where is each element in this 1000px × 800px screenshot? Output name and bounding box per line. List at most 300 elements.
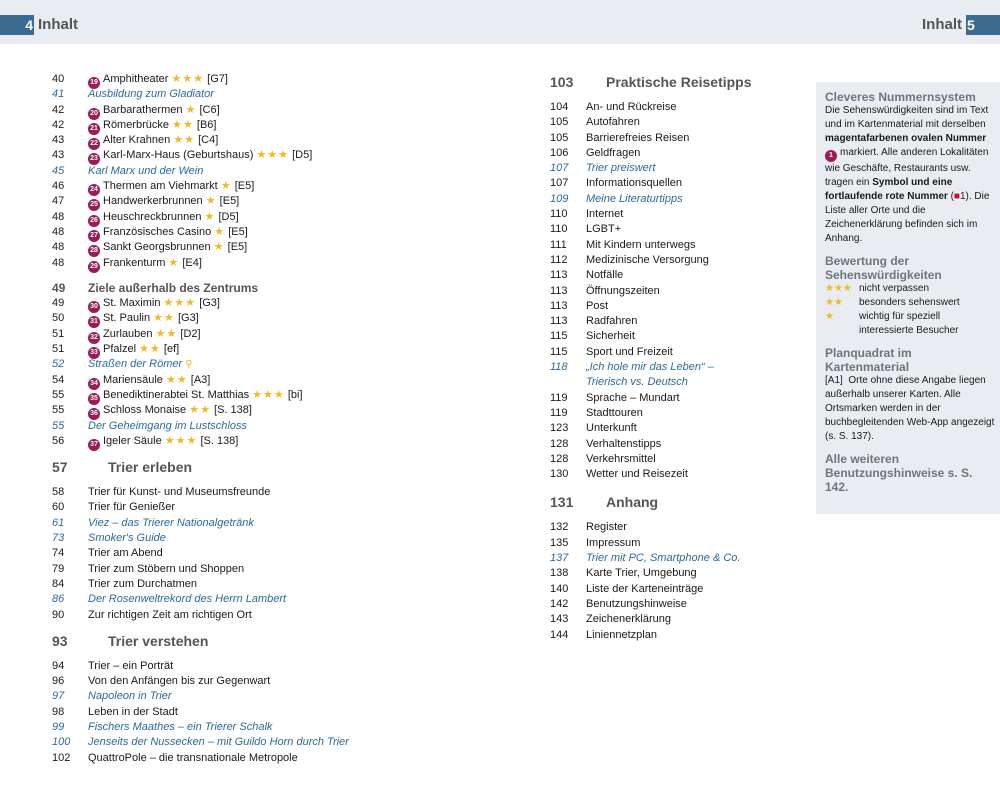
toc-entry[interactable]	[52, 705, 382, 720]
star-rating-icon: ★★★	[252, 388, 285, 401]
toc-entry-text	[586, 176, 682, 191]
sidebar-numbering-text: Die Sehenswürdigkeiten sind im Text und im Kartenmaterial mit derselben magentafarbenen ovalen Nummer 1 markiert. Alle anderen Lokalitäten wie Geschäfte, Restaurants usw. tragen ein Symbol und eine fortlaufende rote Nummer (■1). Die Liste aller Orte und die Zeichenerklärung befinden sich im Anhang.	[825, 105, 990, 244]
toc-entry[interactable]	[52, 562, 382, 577]
toc-page-number: 97	[52, 690, 65, 703]
toc-entry-label: Napoleon in Trier	[88, 690, 172, 703]
toc-entry-text	[586, 566, 697, 581]
toc-entry[interactable]	[550, 268, 800, 283]
star-rating-icon: ★★	[139, 343, 161, 356]
toc-entry[interactable]	[52, 311, 382, 326]
toc-page-number: 61	[52, 516, 65, 529]
toc-page-number: 94	[52, 659, 65, 672]
toc-entry[interactable]	[550, 437, 800, 452]
map-grid-ref: [A3]	[190, 373, 211, 386]
toc-entry-text	[586, 192, 683, 207]
star-rating-icon: ★	[205, 195, 217, 208]
toc-entry[interactable]	[550, 100, 800, 115]
toc-entry-label: Stadttouren	[586, 406, 643, 419]
star-rating-icon: ★★	[155, 327, 178, 340]
toc-entry[interactable]	[52, 659, 382, 674]
toc-page-number: 119	[550, 391, 568, 404]
toc-entry[interactable]	[550, 536, 800, 551]
toc-entry-label: Trier zum Stöbern und Shoppen	[88, 562, 245, 575]
toc-entry[interactable]	[550, 628, 800, 643]
rating-legend-item	[825, 296, 995, 310]
toc-page-number: 138	[550, 567, 569, 580]
toc-entry[interactable]	[52, 403, 382, 418]
toc-entry-label: Karl Marx und der Wein	[88, 164, 204, 177]
map-grid-ref: [E5]	[234, 180, 255, 193]
toc-page-number: 142	[550, 597, 569, 610]
toc-entry-text	[586, 329, 635, 344]
toc-entry[interactable]	[550, 192, 800, 207]
toc-entry[interactable]	[52, 751, 382, 766]
toc-entry[interactable]	[52, 674, 382, 689]
toc-entry[interactable]	[52, 388, 382, 403]
toc-entry[interactable]	[52, 592, 382, 607]
toc-entry-label: Trier zum Durchatmen	[88, 577, 198, 590]
toc-page-number: 55	[52, 404, 65, 417]
sight-number-badge: 21	[88, 123, 100, 135]
star-rating-icon: ★★	[173, 134, 196, 147]
sidebar-more-hints[interactable]: Alle weiteren Benutzungshinweise s. S. 142.	[825, 452, 973, 494]
toc-entry[interactable]	[52, 434, 382, 449]
toc-entry-text	[586, 314, 637, 329]
toc-entry[interactable]	[52, 133, 382, 148]
sight-number-badge: 25	[88, 199, 100, 211]
toc-entry-text	[586, 375, 688, 390]
toc-page-number: 49	[52, 297, 65, 310]
toc-page-number: 112	[550, 253, 568, 266]
toc-entry[interactable]	[52, 419, 382, 434]
toc-entry-text	[586, 520, 627, 535]
toc-page-number: 98	[52, 705, 65, 718]
toc-entry[interactable]	[550, 253, 800, 268]
sight-number-badge: 29	[88, 261, 100, 273]
toc-page-number: 51	[52, 327, 65, 340]
sight-number-badge: 35	[88, 393, 100, 405]
toc-entry[interactable]	[550, 207, 800, 222]
toc-entry-text	[586, 551, 740, 566]
toc-entry[interactable]	[52, 72, 382, 87]
toc-entry[interactable]	[550, 375, 800, 390]
toc-entry-text	[586, 131, 689, 146]
toc-page-number: 107	[550, 162, 569, 175]
toc-page-number: 84	[52, 577, 65, 590]
toc-page-number: 43	[52, 149, 65, 162]
toc-page-number: 51	[52, 343, 65, 356]
toc-entry[interactable]	[52, 485, 382, 500]
star-rating-icon: ★	[825, 311, 834, 322]
toc-column-2	[550, 70, 800, 643]
toc-entry[interactable]	[550, 284, 800, 299]
toc-entry-text	[88, 689, 172, 704]
toc-entry[interactable]	[550, 146, 800, 161]
toc-entry-label: Smoker's Guide	[88, 532, 166, 545]
toc-entry[interactable]	[550, 406, 800, 421]
rating-legend-extra: interessierte Besucher	[859, 325, 959, 336]
toc-group-outside	[52, 296, 382, 449]
map-grid-ref: [D5]	[218, 210, 239, 223]
toc-page-number: 56	[52, 434, 65, 447]
toc-entry-text	[586, 146, 640, 161]
toc-page-number: 113	[550, 315, 568, 328]
sight-number-badge: 37	[88, 439, 100, 451]
star-rating-icon: ★	[168, 256, 180, 269]
toc-page-number: 42	[52, 118, 65, 131]
toc-entry-label: Barbarathermen	[103, 103, 183, 116]
toc-page-number: 128	[550, 452, 569, 465]
map-grid-ref: [ef]	[163, 343, 180, 356]
map-grid-ref: [S. 138]	[214, 404, 252, 417]
toc-entry-label: QuattroPole – die transnationale Metropole	[88, 751, 298, 764]
toc-entry[interactable]	[550, 314, 800, 329]
toc-entry-label: Frankenturm	[103, 256, 166, 269]
toc-entry-text	[88, 500, 175, 515]
toc-entry[interactable]	[550, 329, 800, 344]
toc-entry[interactable]	[550, 176, 800, 191]
toc-page-number: 105	[550, 131, 569, 144]
toc-page-number: 55	[52, 388, 65, 401]
toc-page-number: 99	[52, 720, 65, 733]
toc-entry[interactable]	[52, 210, 382, 225]
toc-entry-label: Zurlauben	[103, 327, 153, 340]
header-title-right: Inhalt	[922, 16, 962, 33]
toc-entry-label: Viez – das Trierer Nationalgetränk	[88, 516, 254, 529]
sidebar-title-grid: Planquadrat im Kartenmaterial	[825, 346, 912, 374]
toc-page-number: 123	[550, 422, 569, 435]
toc-entry-label: Fischers Maathes – ein Trierer Schalk	[88, 720, 273, 733]
map-grid-ref: [E5]	[219, 195, 240, 208]
toc-entry-label: Handwerkerbrunnen	[103, 195, 203, 208]
toc-page-number: 111	[550, 238, 567, 251]
toc-page-number: 113	[550, 269, 568, 282]
toc-page-number: 40	[52, 73, 65, 85]
toc-entry[interactable]	[52, 240, 382, 255]
toc-page-number: 135	[550, 536, 569, 549]
toc-entry-text	[88, 674, 270, 689]
toc-entry[interactable]	[52, 225, 382, 240]
magenta-number-badge: 1	[825, 150, 837, 162]
toc-entry[interactable]	[550, 452, 800, 467]
toc-entry-label: LGBT+	[586, 223, 622, 236]
toc-entry-label: St. Maximin	[103, 297, 161, 310]
toc-page-number: 100	[52, 736, 71, 749]
toc-entry[interactable]	[550, 566, 800, 581]
toc-entry-text	[88, 434, 238, 451]
toc-entry-text	[586, 437, 661, 452]
toc-entry[interactable]	[52, 373, 382, 388]
toc-entry[interactable]	[550, 467, 800, 482]
red-shop-icon: ■	[953, 191, 960, 202]
toc-entry-text	[88, 659, 173, 674]
toc-entry-text	[88, 592, 286, 607]
star-rating-icon: ★	[213, 241, 225, 254]
toc-entry-text	[586, 345, 673, 360]
rating-label: nicht verpassen	[859, 283, 930, 294]
map-grid-ref: [G3]	[199, 297, 220, 310]
toc-page-number: 104	[550, 101, 569, 113]
toc-entry-text	[88, 256, 202, 273]
toc-entry-text	[88, 735, 349, 750]
map-grid-ref: [D2]	[180, 327, 201, 340]
toc-entry[interactable]	[52, 735, 382, 750]
toc-section-trier-verstehen[interactable]: 93 Trier verstehen	[52, 632, 209, 649]
toc-entry[interactable]	[52, 296, 382, 311]
sidebar-grid-text: [A1] Orte ohne diese Angabe liegen außerhalb unserer Karten. Alle Ortsmarken werden in der buchbegleitenden Web-App angezeigt (s. S. 137).	[825, 375, 995, 442]
toc-page-number: 41	[52, 88, 65, 101]
toc-page-number: 86	[52, 593, 65, 606]
toc-entry[interactable]	[550, 551, 800, 566]
toc-section-anhang[interactable]: 131 Anhang	[550, 494, 659, 511]
toc-entry[interactable]	[550, 238, 800, 253]
toc-entry-label: Trierisch vs. Deutsch	[586, 376, 688, 389]
toc-page-number: 48	[52, 210, 65, 223]
info-sidebar	[816, 82, 1000, 514]
toc-entry-label: „Ich hole mir das Leben“ –	[586, 361, 714, 374]
toc-entry-label: An- und Rückreise	[586, 101, 677, 113]
toc-entry-label: Impressum	[586, 536, 641, 549]
toc-entry-text	[586, 536, 640, 551]
toc-entry[interactable]	[550, 391, 800, 406]
toc-entry[interactable]	[550, 597, 800, 612]
toc-group-sights	[52, 72, 382, 271]
toc-entry[interactable]	[52, 103, 382, 118]
toc-page-number: 106	[550, 146, 569, 159]
toc-entry-label: Karte Trier, Umgebung	[586, 567, 697, 580]
toc-entry-text	[586, 115, 640, 130]
toc-group-reisetipps	[550, 100, 800, 482]
toc-section-praktische-reisetipps[interactable]: 103 Praktische Reisetipps	[550, 74, 752, 90]
toc-entry-label: Jenseits der Nussecken – mit Guildo Horn durch Trier	[88, 736, 349, 749]
sight-number-badge: 32	[88, 332, 100, 344]
toc-page-number: 52	[52, 358, 65, 371]
toc-entry-text	[586, 100, 677, 115]
page-number-left: 4	[0, 15, 34, 35]
toc-entry[interactable]	[52, 546, 382, 561]
toc-entry[interactable]	[550, 421, 800, 436]
toc-page-number: 143	[550, 613, 569, 626]
toc-column-1	[52, 72, 382, 766]
toc-entry-label: Post	[586, 299, 609, 312]
toc-entry-label: Benediktinerabtei St. Matthias	[103, 388, 250, 401]
toc-page-number: 113	[550, 284, 568, 297]
toc-entry[interactable]	[550, 345, 800, 360]
toc-entry[interactable]	[550, 582, 800, 597]
toc-page-number: 144	[550, 628, 569, 641]
star-rating-icon: ★	[204, 210, 216, 223]
toc-entry-label: Thermen am Viehmarkt	[103, 180, 218, 193]
toc-entry[interactable]	[550, 360, 800, 375]
toc-entry[interactable]	[550, 222, 800, 237]
toc-entry[interactable]	[550, 115, 800, 130]
toc-entry[interactable]	[52, 577, 382, 592]
rating-legend-item	[825, 310, 995, 324]
toc-entry-text	[88, 546, 163, 561]
toc-entry[interactable]	[550, 131, 800, 146]
toc-page-number: 43	[52, 134, 65, 147]
toc-entry-label: Igeler Säule	[103, 434, 162, 447]
sight-number-badge: 36	[88, 408, 100, 420]
toc-page-number: 132	[550, 521, 569, 534]
toc-entry-label: Radfahren	[586, 315, 638, 328]
map-grid-ref: [G3]	[177, 312, 199, 325]
toc-entry[interactable]	[550, 520, 800, 535]
toc-entry[interactable]	[52, 500, 382, 515]
map-grid-ref: [E5]	[227, 241, 248, 254]
toc-page-number: 130	[550, 468, 569, 481]
toc-entry-label: Der Geheimgang im Lustschloss	[88, 419, 247, 432]
sight-number-badge: 22	[88, 138, 100, 150]
toc-entry[interactable]	[52, 516, 382, 531]
toc-entry[interactable]	[52, 148, 382, 163]
toc-entry-label: Autofahren	[586, 116, 640, 129]
toc-subheading[interactable]: 49 Ziele außerhalb des Zentrums	[52, 280, 259, 295]
toc-page-number: 48	[52, 241, 65, 254]
toc-page-number: 102	[52, 751, 71, 764]
sight-number-badge: 31	[88, 316, 100, 328]
toc-entry-label: Karl-Marx-Haus (Geburtshaus)	[103, 149, 254, 162]
toc-page-number: 47	[52, 195, 65, 208]
toc-entry[interactable]	[52, 608, 382, 623]
toc-entry[interactable]	[52, 357, 382, 372]
star-rating-icon: ★★	[825, 297, 843, 308]
toc-entry[interactable]	[550, 612, 800, 627]
page-number-right: 5	[966, 15, 1000, 35]
toc-entry[interactable]	[52, 720, 382, 735]
toc-entry[interactable]	[52, 531, 382, 546]
toc-entry-label: Straßen der Römer	[88, 358, 183, 371]
map-grid-ref: [E4]	[182, 256, 202, 269]
toc-page-number: 119	[550, 406, 568, 419]
map-grid-ref: [D5]	[292, 149, 313, 162]
toc-entry-label: Medizinische Versorgung	[586, 253, 709, 266]
toc-entry-text	[586, 421, 637, 436]
toc-entry[interactable]	[52, 342, 382, 357]
map-grid-ref: [G7]	[207, 73, 228, 85]
map-grid-ref: [S. 138]	[200, 434, 239, 447]
toc-entry-text	[586, 284, 660, 299]
toc-entry-label: Der Rosenweltrekord des Herrn Lambert	[88, 593, 287, 606]
toc-entry[interactable]	[52, 164, 382, 179]
toc-entry-label: Trier preiswert	[586, 162, 656, 175]
toc-entry-label: Barrierefreies Reisen	[586, 131, 690, 144]
toc-entry-label: Sport und Freizeit	[586, 345, 673, 358]
toc-entry[interactable]	[52, 87, 382, 102]
star-rating-icon: ★★★	[825, 283, 852, 294]
toc-page-number: 137	[550, 552, 569, 565]
toc-page-number: 48	[52, 225, 65, 238]
toc-entry-text	[88, 577, 197, 592]
toc-entry-label: Heuschreckbrunnen	[103, 210, 202, 223]
toc-entry-text	[88, 720, 272, 735]
toc-entry-label: Französisches Casino	[103, 225, 212, 238]
toc-entry-label: Amphitheater	[103, 73, 169, 85]
toc-entry-label: Zur richtigen Zeit am richtigen Ort	[88, 608, 252, 621]
toc-page-number: 46	[52, 180, 65, 193]
sight-number-badge: 26	[88, 215, 100, 227]
toc-section-trier-erleben[interactable]: 57 Trier erleben	[52, 459, 193, 476]
toc-page-number: 113	[550, 299, 568, 312]
map-grid-ref: [C6]	[199, 103, 220, 116]
toc-entry-text	[586, 597, 687, 612]
toc-entry[interactable]	[52, 256, 382, 271]
sight-number-badge: 34	[88, 378, 100, 390]
toc-entry[interactable]	[52, 194, 382, 209]
toc-page-number: 110	[550, 223, 568, 236]
star-rating-icon: ★	[220, 180, 232, 193]
toc-entry-text	[88, 531, 166, 546]
star-rating-icon: ★★	[172, 118, 194, 131]
toc-entry-text	[586, 222, 621, 237]
star-rating-icon: ★★★	[256, 149, 290, 162]
toc-page-number: 45	[52, 164, 65, 177]
header-title-left: Inhalt	[38, 16, 78, 33]
toc-page-number: 74	[52, 547, 65, 560]
toc-entry-label: Liniennetzplan	[586, 628, 657, 641]
map-grid-ref: [bi]	[287, 388, 303, 401]
toc-entry-label: Leben in der Stadt	[88, 705, 178, 718]
rating-label: wichtig für speziell	[859, 311, 941, 322]
toc-entry[interactable]	[550, 299, 800, 314]
sidebar-title-numbering: Cleveres Nummernsystem	[825, 90, 976, 104]
toc-entry-text	[586, 452, 656, 467]
page-header	[0, 0, 1000, 44]
toc-group-erleben	[52, 485, 382, 623]
toc-entry-text	[586, 391, 680, 406]
toc-entry[interactable]	[52, 179, 382, 194]
toc-entry-text	[88, 516, 254, 531]
toc-page-number: 48	[52, 256, 65, 269]
star-rating-icon: ★★	[189, 404, 211, 417]
toc-entry[interactable]	[52, 689, 382, 704]
figure-icon: ⚲	[185, 359, 193, 371]
star-rating-icon: ★★★	[163, 297, 197, 310]
map-grid-ref: [B6]	[196, 118, 217, 131]
toc-entry-label: Benutzungshinweise	[586, 597, 687, 610]
toc-entry-label: Mariensäule	[103, 373, 163, 386]
toc-entry-label: Trier – ein Porträt	[88, 659, 174, 672]
toc-entry-text	[586, 268, 623, 283]
toc-entry-label: Pfalzel	[103, 343, 137, 356]
map-grid-ref: [C4]	[198, 134, 219, 147]
rating-legend-item	[825, 282, 995, 296]
toc-entry-text	[88, 608, 252, 623]
star-rating-icon: ★★	[165, 373, 188, 386]
star-rating-icon: ★★	[153, 312, 175, 325]
toc-entry-label: Trier für Genießer	[88, 501, 176, 514]
toc-entry[interactable]	[550, 161, 800, 176]
star-rating-icon: ★★★	[171, 73, 205, 85]
sight-number-badge: 33	[88, 347, 100, 359]
toc-page-number: 109	[550, 192, 569, 205]
toc-entry-label: Verkehrsmittel	[586, 452, 656, 465]
toc-entry-label: Alter Krahnen	[103, 134, 171, 147]
sight-number-badge: 27	[88, 230, 100, 242]
toc-page-number: 115	[550, 330, 568, 343]
toc-entry-text	[586, 628, 657, 643]
toc-entry[interactable]	[52, 118, 382, 133]
toc-page-number: 118	[550, 361, 568, 374]
toc-entry-text	[88, 705, 178, 720]
toc-entry-label: Zeichenerklärung	[586, 613, 671, 626]
toc-entry[interactable]	[52, 327, 382, 342]
toc-page-number: 73	[52, 532, 65, 545]
sight-number-badge: 20	[88, 108, 100, 120]
toc-entry-label: Sprache – Mundart	[586, 391, 680, 404]
toc-page-number: 79	[52, 562, 65, 575]
toc-page-number: 128	[550, 437, 569, 450]
